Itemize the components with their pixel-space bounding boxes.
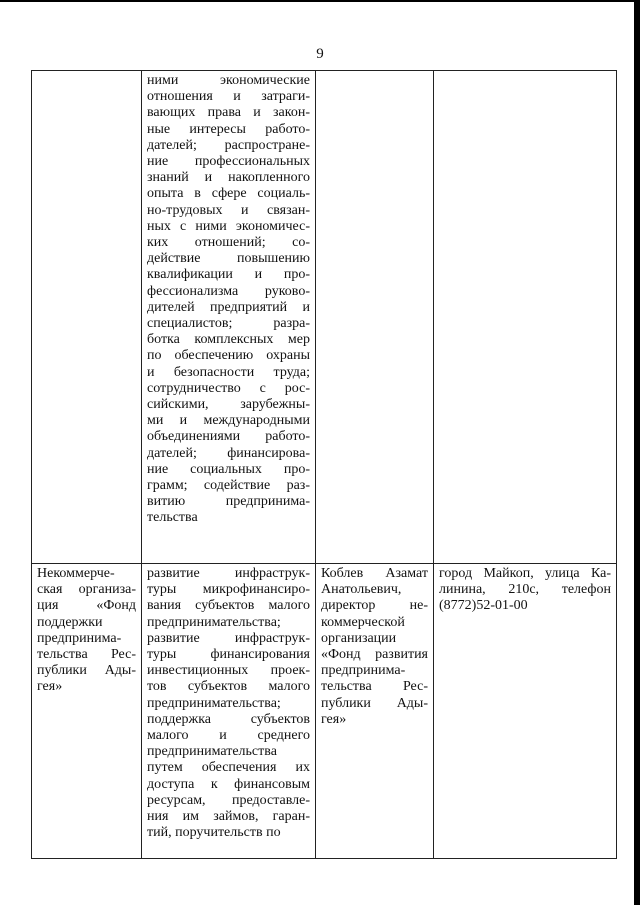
text-line: объединениями работо- xyxy=(147,429,310,445)
text-line: доступа к финансовым xyxy=(147,776,310,792)
text-line: знаний и накопленного xyxy=(147,170,310,186)
text-line: вающих права и закон- xyxy=(147,105,310,121)
text-line: инвестиционных проек- xyxy=(147,663,310,679)
scan-edge-top xyxy=(0,0,640,2)
text-line: сийскими, зарубежны- xyxy=(147,397,310,413)
scan-edge-right xyxy=(634,0,640,905)
text-line: ботка комплексных мер xyxy=(147,332,310,348)
text-line: дателей; распростране- xyxy=(147,137,310,153)
text-line: отношения и затраги- xyxy=(147,89,310,105)
table-row xyxy=(32,71,617,564)
text-line: тельства xyxy=(147,510,198,526)
text-line: развитие инфраструк- xyxy=(147,630,310,646)
table-row xyxy=(32,564,617,859)
text-line: город Майкоп, улица Ка- xyxy=(439,566,611,581)
text-line: витию предпринима- xyxy=(147,494,310,510)
text-line: гея» xyxy=(321,711,347,727)
text-line: линина, 210с, телефон xyxy=(439,582,611,598)
text-line: предпринимательства; xyxy=(147,614,281,630)
text-line: туры микрофинансиро- xyxy=(147,582,310,598)
text-line: тельства Рес- xyxy=(321,679,428,695)
text-line: дателей; финансирова- xyxy=(147,445,310,461)
text-line: ми и международными xyxy=(147,413,310,429)
text-line: ние социальных про- xyxy=(147,461,310,477)
text-line: гея» xyxy=(37,679,63,695)
organization-name-cell xyxy=(32,71,142,564)
text-line: туры финансирования xyxy=(147,647,310,663)
organization-name-cell xyxy=(32,564,142,859)
text-line: поддержки xyxy=(37,614,103,630)
text-line: (8772)52-01-00 xyxy=(439,598,528,614)
text-line: ская организа- xyxy=(37,582,136,598)
text-line: директор не- xyxy=(321,598,428,614)
text-line: «Фонд развития xyxy=(321,647,428,663)
text-line: дителей предприятий и xyxy=(147,299,310,315)
text-line: публики Ады- xyxy=(321,695,428,711)
address-phone-cell xyxy=(434,71,617,564)
text-line: предпринимательства; xyxy=(147,695,281,711)
text-line: действие повышению xyxy=(147,251,310,267)
text-line: но-трудовых и связан- xyxy=(147,202,310,218)
text-line: фессионализма руково- xyxy=(147,283,310,299)
text-line: поддержка субъектов xyxy=(147,711,310,727)
text-line: ресурсам, предоставле- xyxy=(147,792,310,808)
text-line: сотрудничество с рос- xyxy=(147,380,310,396)
text-line: опыта в сфере социаль- xyxy=(147,186,310,202)
text-line: предпринима- xyxy=(37,630,122,646)
head-contact-cell xyxy=(316,564,434,859)
text-line: ния им займов, гаран- xyxy=(147,809,310,825)
text-line: и безопасности труда; xyxy=(147,364,310,380)
text-line: ные интересы работо- xyxy=(147,121,310,137)
text-line: развитие инфраструк- xyxy=(147,566,310,581)
text-line: Анатольевич, xyxy=(321,582,402,598)
text-line: Некоммерче- xyxy=(37,566,115,581)
text-line: ние профессиональных xyxy=(147,154,310,170)
text-line: Коблев Азамат xyxy=(321,566,428,581)
activity-description-cell xyxy=(142,564,316,859)
address-phone-cell xyxy=(434,564,617,859)
activity-description-cell xyxy=(142,71,316,564)
text-line: организации xyxy=(321,630,397,646)
text-line: коммерческой xyxy=(321,614,405,630)
text-line: путем обеспечения их xyxy=(147,760,310,776)
text-line: тов субъектов малого xyxy=(147,679,310,695)
text-line: ных с ними экономичес- xyxy=(147,218,310,234)
text-line: ними экономические xyxy=(147,73,310,88)
text-line: по обеспечению охраны xyxy=(147,348,310,364)
text-line: вания субъектов малого xyxy=(147,598,310,614)
head-contact-cell xyxy=(316,71,434,564)
text-line: ция «Фонд xyxy=(37,598,136,614)
organizations-table xyxy=(31,70,617,859)
text-line: тельства Рес- xyxy=(37,647,136,663)
page-number: 9 xyxy=(316,46,324,62)
text-line: квалификации и про- xyxy=(147,267,310,283)
text-line: публики Ады- xyxy=(37,663,136,679)
text-line: специалистов; разра- xyxy=(147,316,310,332)
text-line: грамм; содействие раз- xyxy=(147,478,310,494)
text-line: предпринима- xyxy=(321,663,406,679)
text-line: малого и среднего xyxy=(147,728,310,744)
text-line: предпринимательства xyxy=(147,744,277,760)
text-line: ких отношений; со- xyxy=(147,235,310,251)
text-line: тий, поручительств по xyxy=(147,825,281,841)
